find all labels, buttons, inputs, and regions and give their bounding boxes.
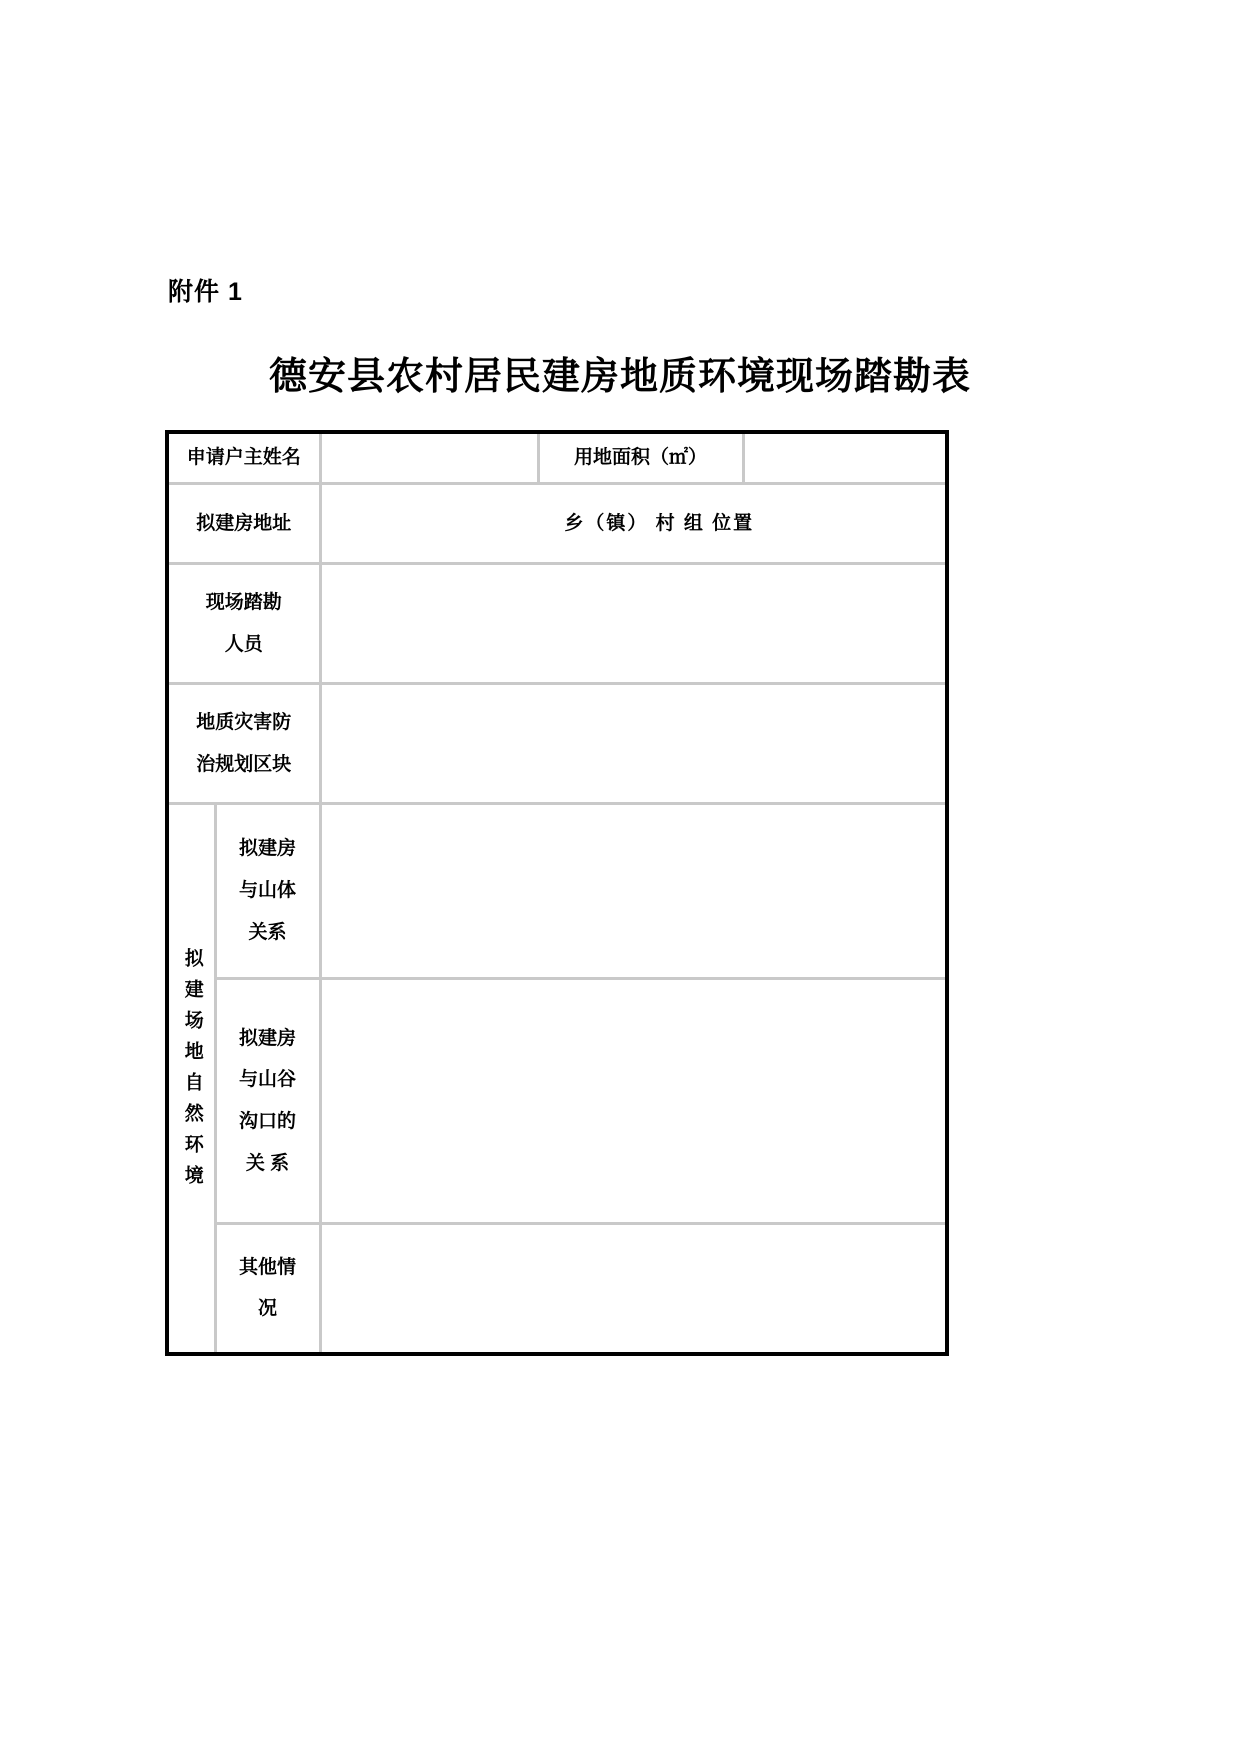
survey-staff-value-text	[322, 600, 946, 648]
other-situation-value[interactable]	[320, 1224, 947, 1354]
site-address-label	[167, 484, 320, 564]
other-situation-value-text	[322, 1264, 946, 1312]
geo-hazard-plan-label-line1: 地质灾害防	[196, 711, 292, 733]
geo-hazard-plan-label-line2: 治规划区块	[196, 753, 292, 775]
page-title: 德安县农村居民建房地质环境现场踏勘表	[268, 356, 971, 398]
land-area-value-text	[745, 434, 946, 482]
table-row	[167, 979, 947, 1224]
valley-relation-label	[215, 979, 320, 1224]
mountain-relation-label	[215, 804, 320, 979]
mountain-relation-label-line1: 拟建房	[239, 838, 297, 860]
land-area-value[interactable]	[743, 432, 947, 484]
site-address-value-text: 乡（镇） 村 组 位置	[564, 512, 755, 534]
table-row	[167, 432, 947, 484]
attachment-label: 附件 1	[168, 278, 243, 306]
table-row	[167, 684, 947, 804]
survey-staff-label-line1: 现场踏勘	[205, 591, 282, 613]
survey-staff-label-line2: 人员	[224, 633, 263, 655]
applicant-name-value-text	[322, 434, 537, 482]
natural-environment-vertical-label	[167, 804, 215, 1354]
geo-hazard-plan-label	[167, 684, 320, 804]
land-area-label	[538, 432, 743, 484]
land-area-label-text: 用地面积（㎡）	[574, 447, 708, 468]
natural-environment-vertical-text: 拟建场地自然环境	[181, 947, 203, 1196]
mountain-relation-label-line3: 关系	[248, 921, 287, 943]
applicant-name-label	[167, 432, 320, 484]
mountain-relation-value[interactable]	[320, 804, 947, 979]
mountain-relation-value-text	[322, 867, 946, 915]
other-situation-label	[215, 1224, 320, 1354]
valley-relation-label-line4: 关 系	[245, 1152, 290, 1174]
valley-relation-label-line3: 沟口的	[239, 1111, 297, 1133]
other-situation-label-line1: 其他情	[239, 1256, 297, 1278]
site-address-value[interactable]	[320, 484, 947, 564]
table-row	[167, 804, 947, 979]
mountain-relation-label-line2: 与山体	[239, 880, 297, 902]
site-address-label-text: 拟建房地址	[196, 512, 292, 534]
valley-relation-value[interactable]	[320, 979, 947, 1224]
table-row	[167, 1224, 947, 1354]
geo-hazard-plan-value-text	[322, 720, 946, 768]
survey-staff-value[interactable]	[320, 564, 947, 684]
valley-relation-label-line1: 拟建房	[239, 1027, 297, 1049]
applicant-name-label-text: 申请户主姓名	[186, 447, 301, 468]
survey-form-table	[165, 430, 949, 1356]
geo-hazard-plan-value[interactable]	[320, 684, 947, 804]
applicant-name-value[interactable]	[320, 432, 538, 484]
survey-staff-label	[167, 564, 320, 684]
valley-relation-label-line2: 与山谷	[239, 1069, 297, 1091]
other-situation-label-line2: 况	[258, 1298, 278, 1320]
table-row	[167, 564, 947, 684]
valley-relation-value-text	[322, 1077, 946, 1125]
table-row	[167, 484, 947, 564]
